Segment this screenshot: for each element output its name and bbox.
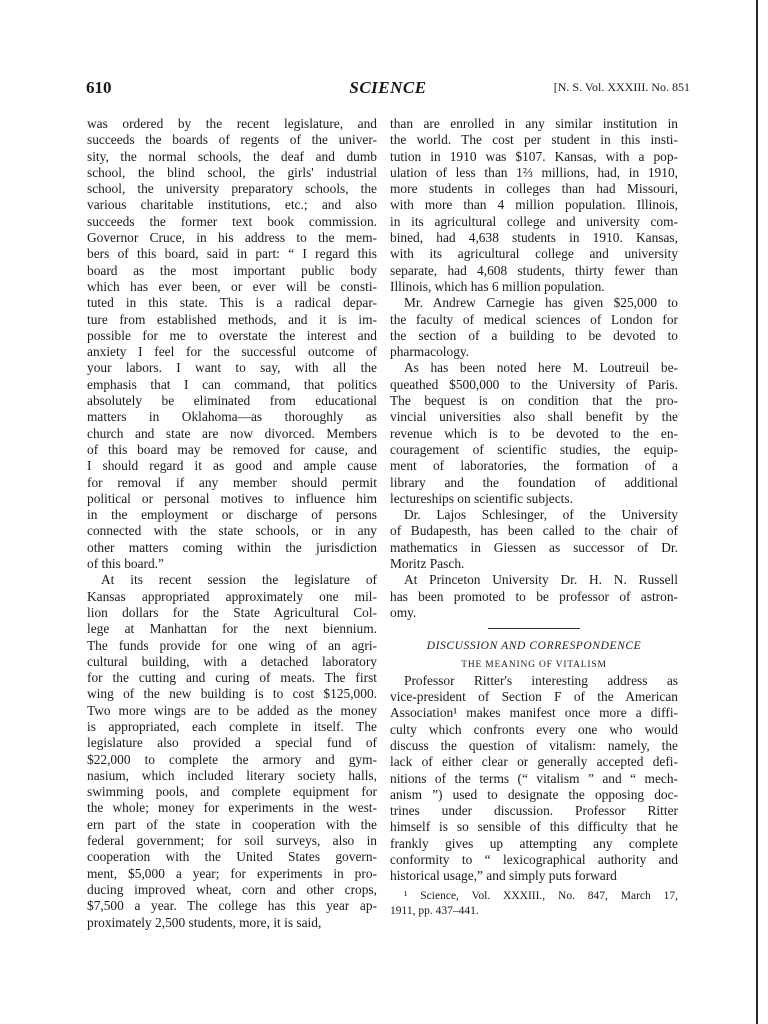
text-line: Mr. Andrew Carnegie has given $25,000 to	[404, 295, 678, 311]
text-line: 1911, pp. 437–441.	[390, 904, 479, 917]
text-line: Moritz Pasch.	[390, 556, 465, 572]
text-line: which has ever been, or ever will be consti-	[87, 278, 377, 294]
text-line: emphasis that I can command, that politics	[87, 376, 377, 392]
text-line: Two more wings are to be added as the money	[87, 702, 377, 718]
text-line: ern part of the state in cooperation with the	[87, 816, 377, 832]
text-line: possible for me to overstate the interest and	[87, 327, 377, 343]
text-line: pharmacology.	[390, 344, 470, 360]
text-line: connected with the state schools, or in any	[87, 523, 377, 539]
volume-info: [N. S. Vol. XXXIII. No. 851	[553, 80, 690, 94]
text-line: tution in 1910 was $107. Kansas, with a pop-	[390, 148, 678, 164]
text-line: the section of a building to be devoted to	[390, 327, 678, 343]
text-line: various charitable institutions, etc.; and also	[87, 197, 377, 213]
text-line: separate, had 4,608 students, thirty fewer than	[390, 262, 678, 278]
text-line: for the cutting and curing of meats. The first	[87, 670, 377, 686]
text-line: couragement of scientific studies, the equip-	[390, 441, 678, 457]
text-line: At its recent session the legislature of	[101, 572, 377, 588]
text-line: ulation of less than 1⅔ millions, had, in 1910,	[390, 164, 678, 180]
text-line: anism ”) used to designate the opposing doc-	[390, 786, 678, 802]
text-line: proximately 2,500 students, more, it is said,	[87, 914, 322, 930]
text-line: Governor Cruce, in his address to the mem-	[87, 230, 377, 246]
text-line: $7,500 a year. The college has this year ap-	[87, 898, 377, 914]
text-line: library and the foundation of additional	[390, 474, 678, 490]
text-line: with more than 4 million population. Illinois,	[390, 197, 678, 213]
text-line: sity, the normal schools, the deaf and dumb	[87, 148, 377, 164]
text-line: Dr. Lajos Schlesinger, of the University	[404, 507, 678, 523]
text-line: political or personal motives to influence him	[87, 490, 377, 506]
right-column-news	[390, 116, 678, 621]
text-line: Illinois, which has 6 million population.	[390, 278, 605, 294]
text-line: himself is so sensible of this difficulty that he	[390, 819, 678, 835]
text-line: culty which confronts every one who would	[390, 721, 678, 737]
text-line: succeeds the boards of regents of the univer-	[87, 132, 377, 148]
text-line: Association¹ makes manifest once more a diffi-	[390, 705, 678, 721]
text-line: Professor Ritter's interesting address as	[404, 672, 678, 688]
text-line: lege at Manhattan for the next biennium.	[87, 621, 377, 637]
text-line: lion dollars for the State Agricultural Col-	[87, 604, 377, 620]
text-line: vincial universities also shall benefit by the	[390, 409, 678, 425]
text-line: The bequest is on condition that the pro-	[390, 393, 678, 409]
text-line: in its agricultural college and university com-	[390, 213, 678, 229]
article-body	[390, 673, 678, 885]
text-line: more students in colleges than had Missouri,	[390, 181, 678, 197]
text-line: the world. The cost per student in this insti-	[390, 132, 678, 148]
text-line: Kansas appropriated approximately one mil-	[87, 588, 377, 604]
text-line: than are enrolled in any similar institution in	[390, 116, 678, 131]
text-line: frankly gives up attempting any complete	[390, 835, 678, 851]
article-subheading: THE MEANING OF VITALISM	[461, 659, 607, 670]
text-line: ducing improved wheat, corn and other crops,	[87, 881, 377, 897]
text-line: of Budapesth, has been called to the chair of	[390, 523, 678, 539]
text-line: in the employment or discharge of persons	[87, 507, 377, 523]
text-line: school, the blind school, the girls' industrial	[87, 164, 377, 180]
left-column	[87, 116, 377, 931]
text-line: succeeds the former text book commission.	[87, 213, 377, 229]
text-line: queathed $500,000 to the University of Paris.	[390, 376, 678, 392]
text-line: with its agricultural college and university	[390, 246, 678, 262]
text-line: absolutely be eliminated from educational	[87, 393, 377, 409]
text-line: nitions of the terms (“ vitalism ” and “ mech-	[390, 770, 678, 786]
section-heading: DISCUSSION AND CORRESPONDENCE	[426, 640, 642, 653]
text-line: school, the university preparatory schools, the	[87, 181, 377, 197]
text-line: has been promoted to be professor of astron-	[390, 588, 678, 604]
text-line: wing of the new building is to cost $125,000.	[87, 686, 377, 702]
text-line: I should regard it as good and ample cause	[87, 458, 377, 474]
text-line: vice-president of Section F of the American	[390, 689, 678, 705]
page-edge-shadow	[756, 0, 758, 1024]
text-line: historical usage,” and simply puts forward	[390, 868, 617, 884]
text-line: your labors. I want to say, with all the	[87, 360, 377, 376]
text-line: lectureships on scientific subjects.	[390, 490, 573, 506]
running-header	[86, 78, 690, 100]
text-line: church and state are now divorced. Members	[87, 425, 377, 441]
text-line: At Princeton University Dr. H. N. Russell	[404, 572, 678, 588]
text-line: of this board may be removed for cause, and	[87, 441, 377, 457]
text-line: The funds provide for one wing of an agri-	[87, 637, 377, 653]
text-line: legislature also provided a special fund of	[87, 735, 377, 751]
text-line: board as the most important public body	[87, 262, 377, 278]
text-line: revenue which is to be devoted to the en-	[390, 425, 678, 441]
text-line: bers of this board, said in part: “ I regard this	[87, 246, 377, 262]
text-line: ture from established methods, and it is im-	[87, 311, 377, 327]
text-line: the faculty of medical sciences of London for	[390, 311, 678, 327]
section-divider	[488, 628, 580, 629]
right-column	[390, 116, 678, 919]
text-line: federal government; for soil surveys, also in	[87, 833, 377, 849]
text-line: ment, $5,000 a year; for experiments in pro-	[87, 865, 377, 881]
text-line: nasium, which included literary society halls,	[87, 767, 377, 783]
text-line: bined, had 4,638 students in 1910. Kansas,	[390, 230, 678, 246]
text-line: conformity to “ lexicographical authority and	[390, 852, 678, 868]
text-line: anxiety I feel for the successful outcome of	[87, 344, 377, 360]
text-line: matters in Oklahoma—as thoroughly as	[87, 409, 377, 425]
text-line: cultural building, with a detached laboratory	[87, 653, 377, 669]
journal-title: SCIENCE	[349, 78, 427, 97]
page-number: 610	[86, 78, 112, 97]
text-line: ment of laboratories, the formation of a	[390, 458, 678, 474]
text-line: cooperation with the United States govern-	[87, 849, 377, 865]
footnote	[390, 889, 678, 919]
text-line: discuss the question of vitalism: namely, the	[390, 737, 678, 753]
text-line: the whole; money for experiments in the west-	[87, 800, 377, 816]
text-line: mathematics in Giessen as successor of Dr.	[390, 539, 678, 555]
text-line: was ordered by the recent legislature, and	[87, 116, 377, 131]
text-line: ¹ Science, Vol. XXXIII., No. 847, March 17,	[404, 889, 678, 902]
text-line: swimming pools, and complete equipment for	[87, 784, 377, 800]
text-line: trines under discussion. Professor Ritter	[390, 803, 678, 819]
text-line: tuted in this state. This is a radical depar-	[87, 295, 377, 311]
text-line: As has been noted here M. Loutreuil be-	[404, 360, 678, 376]
text-line: for removal if any member should permit	[87, 474, 377, 490]
text-line: $22,000 to complete the armory and gym-	[87, 751, 377, 767]
text-line: lack of either clear or generally accepted defi-	[390, 754, 678, 770]
text-line: omy.	[390, 604, 417, 620]
text-line: is appropriated, each complete in itself. The	[87, 718, 377, 734]
text-line: other matters coming within the jurisdiction	[87, 539, 377, 555]
text-line: of this board.”	[87, 556, 164, 572]
